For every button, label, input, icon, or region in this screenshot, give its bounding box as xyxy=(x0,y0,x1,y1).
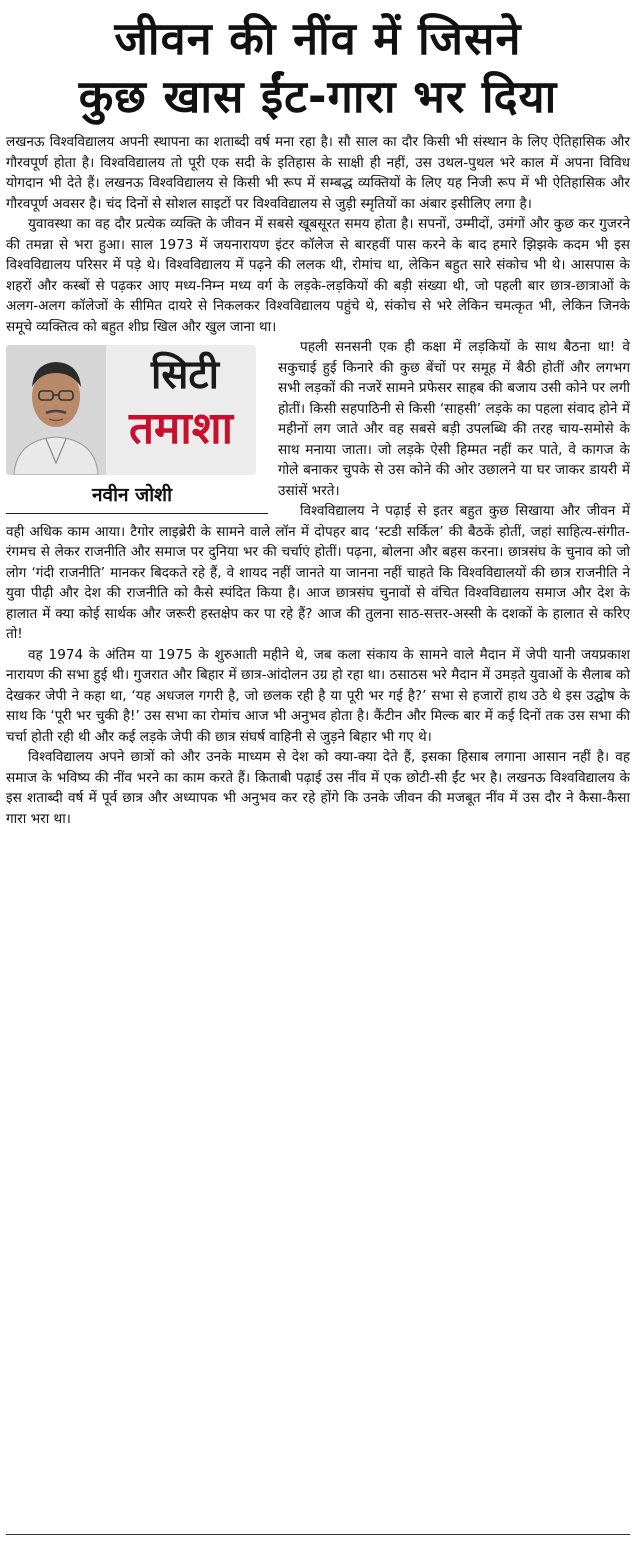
column-title-city: सिटी xyxy=(151,352,219,398)
column-box xyxy=(6,345,268,514)
paragraph-4: विश्वविद्यालय ने पढ़ाई से इतर बहुत कुछ सिखाया और जीवन में वही अधिक काम आया। टैगोर लाइब्रेरी के सामने वाले लॉन में दोपहर बाद ‘स्टडी सर्किल’ की बैठकें होतीं, जहां साहित्य-संगीत-रंगमच से लेकर राजनीति और समाज पर दुनिया भर की चर्चाएं होतीं। पढ़ना, बोलना और बहस करना। छात्रसंघ के चुनाव को जो लोग ‘गंदी राजनीति’ मानकर बिदकते रहे हैं, वे शायद नहीं जानते या जानना नहीं चाहते कि विश्वविद्यालयों की छात्र राजनीति ने युवा पीढ़ी और देश की राजनीति को कैसे स्पंदित किया है। आज छात्रसंघ चुनावों से वंचित विश्वविद्यालय समाज और देश के हालात में क्या कोई सार्थक और जरूरी हस्तक्षेप कर पा रहे हैं? आज की तुलना साठ-सत्तर-अस्सी के दशकों के हालात से करिए तो! xyxy=(6,503,630,642)
paragraph-1: लखनऊ विश्वविद्यालय अपनी स्थापना का शताब्दी वर्ष मना रहा है। सौ साल का दौर किसी भी संस्थान के लिए ऐतिहासिक और गौरवपूर्ण होता है। विश्वविद्यालय तो पूरी एक सदी के इतिहास के साक्षी ही नहीं, उस उथल-पुथल भरे काल में अपना विविध योगदान भी देते हैं। लखनऊ विश्वविद्यालय से किसी भी रूप में सम्बद्ध व्यक्तियों के लिए यह निजी रूप में भी ऐतिहासिक और गौरवपूर्ण अवसर है। चंद दिनों से सोशल साइटों पर विश्वविद्यालय से जुड़ी स्मृतियों का अंबार इसीलिए लगा है। xyxy=(6,134,630,212)
author-photo xyxy=(6,345,106,475)
column-title-tamasha: तमाशा xyxy=(128,403,234,454)
headline-line-2: कुछ खास ईंट-गारा भर दिया xyxy=(78,70,558,123)
paragraph-5: वह 1974 के अंतिम या 1975 के शुरुआती महीने थे, जब कला संकाय के सामने वाले मैदान में जेपी यानी जयप्रकाश नारायण की सभा हुई थी। गुजरात और बिहार में छात्र-आंदोलन उग्र हो रहा था। ठसाठस भरे मैदान में उमड़ते युवाओं के सैलाब को देखकर जेपी ने कहा था, ‘यह अधजल गगरी है, जो छलक रही है या पूरी भर गई है?’ सभा से हजारों हाथ उठे थे इस उद्घोष के साथ कि ‘पूरी भर चुकी है!’ उस सभा का रोमांच आज भी अनुभव होता है। कैंटीन और मिल्क बार में कई दिनों तक उस सभा की चर्चा होती रही थी और कई लड़के जेपी की छात्र संघर्ष वाहिनी से जुड़ने बिहार भी गए थे। xyxy=(6,646,630,745)
author-byline: नवीन जोशी xyxy=(91,484,173,506)
bottom-divider xyxy=(6,1534,630,1535)
paragraph-2: युवावस्था का वह दौर प्रत्येक व्यक्ति के जीवन में सबसे खूबसूरत समय होता है। सपनों, उम्मीदों, उमंगों और कुछ कर गुजरने की तमन्ना से भरा हुआ। साल 1973 में जयनारायण इंटर कॉलेज से बारहवीं पास करने के बाद हमारे झिझके कदम भी इस विश्वविद्यालय परिसर में पड़े थे। विश्वविद्यालय में पढ़ने की ललक थी, रोमांच था, लेकिन बहुत सारे संकोच भी थे। आसपास के शहरों और कस्बों से पढ़कर आए मध्य-निम्न मध्य वर्ग के लड़के-लड़कियों की बड़ी संख्या थी, जो पहली बार छात्र-छात्राओं के अलग-अलग कॉलेजों के सीमित दायरे से निकलकर विश्वविद्यालय पहुंचे थे, संकोच से भरे लेकिन चमत्कृत भी, लेकिन जिनके समूचे व्यक्तित्व को बहुत शीघ्र खिल और खुल जाना था। xyxy=(6,216,630,335)
paragraph-3: पहली सनसनी एक ही कक्षा में लड़कियों के साथ बैठना था! वे सकुचाई हुई किनारे की कुछ बेंचों पर समूह में बैठी होतीं और लगभग सभी लड़कों की नजरें सामने प्रफेसर साहब की बजाय उसी कोने पर लगी होतीं। किसी सहपाठिनी से किसी ‘साहसी’ लड़के का पहला संवाद होने में महीनों लग जाते और वह सबसे बड़ी उपलब्धि की तरह चाय-समोसे के साथ मनाया जाता। जो लड़के ऐसी हिम्मत नहीं कर पाते, वे कागज के गोले बनाकर चुपके से उस कोने की ओर उछालने या घर जाकर डायरी में उसांसें भरते। xyxy=(278,339,630,499)
headline-line-1: जीवन की नींव में जिसने xyxy=(114,12,522,65)
headline xyxy=(6,10,630,126)
paragraph-6: विश्वविद्यालय अपने छात्रों को और उनके माध्यम से देश को क्या-क्या देते हैं, इसका हिसाब लगाना आसान नहीं है। वह समाज के भविष्य की नींव भरने का काम करते हैं। किताबी पढ़ाई उस नींव में एक छोटी-सी ईंट भर है। लखनऊ विश्वविद्यालय के इस शताब्दी वर्ष में पूर्व छात्र और अध्यापक भी अनुभव कर रहे होंगे कि उनके जीवन की मजबूत नींव में उस दौर ने कैसा-कैसा गारा भरा था। xyxy=(6,749,630,827)
column-logo xyxy=(6,345,256,475)
article-body xyxy=(6,132,630,829)
